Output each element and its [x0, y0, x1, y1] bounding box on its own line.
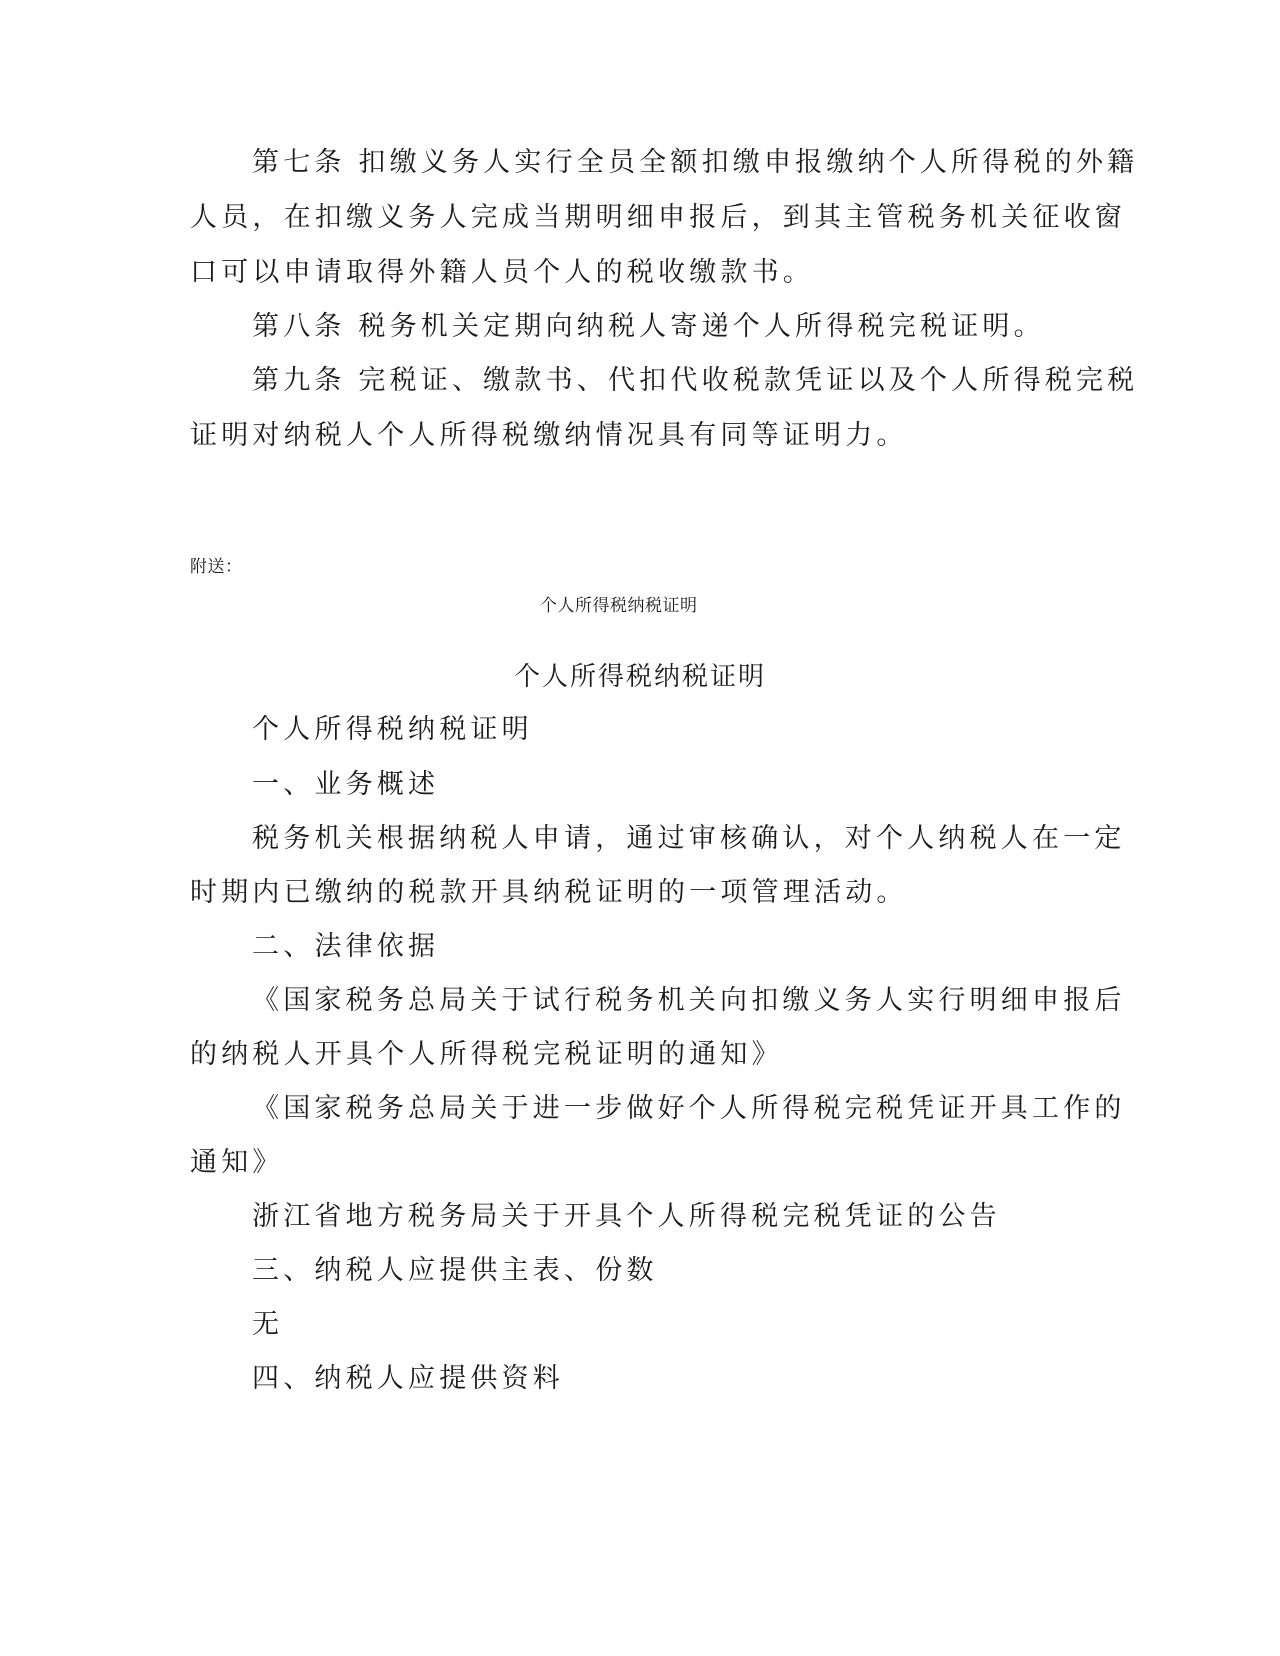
law-2-line-2: 通知》: [190, 1147, 284, 1178]
article-7-line-2: 人员，在扣缴义务人完成当期明细申报后，到其主管税务机关征收窗: [190, 202, 1126, 233]
attachment-small-title: 个人所得税纳税证明: [540, 596, 698, 616]
section-1-line-2: 时期内已缴纳的税款开具纳税证明的一项管理活动。: [190, 877, 908, 908]
body-heading: 个人所得税纳税证明: [252, 714, 533, 745]
article-9-line-1: 第九条 完税证、缴款书、代扣代收税款凭证以及个人所得税完税: [252, 365, 1139, 396]
section-2-title: 二、法律依据: [252, 931, 440, 962]
law-2-line-1: 《国家税务总局关于进一步做好个人所得税完税凭证开具工作的: [252, 1093, 1126, 1124]
section-1-line-1: 税务机关根据纳税人申请，通过审核确认，对个人纳税人在一定: [252, 823, 1126, 854]
law-1-line-2: 的纳税人开具个人所得税完税证明的通知》: [190, 1039, 783, 1070]
article-7-line-3: 口可以申请取得外籍人员个人的税收缴款书。: [190, 257, 814, 288]
law-3: 浙江省地方税务局关于开具个人所得税完税凭证的公告: [252, 1201, 1001, 1232]
section-1-title: 一、业务概述: [252, 769, 440, 800]
attachment-label: 附送：: [190, 557, 243, 577]
article-7-line-1: 第七条 扣缴义务人实行全员全额扣缴申报缴纳个人所得税的外籍: [252, 147, 1139, 178]
article-8-line-1: 第八条 税务机关定期向纳税人寄递个人所得税完税证明。: [252, 311, 1045, 342]
law-1-line-1: 《国家税务总局关于试行税务机关向扣缴义务人实行明细申报后: [252, 985, 1126, 1016]
section-3-value: 无: [252, 1309, 284, 1340]
section-3-title: 三、纳税人应提供主表、份数: [252, 1255, 658, 1286]
article-9-line-2: 证明对纳税人个人所得税缴纳情况具有同等证明力。: [190, 420, 908, 451]
attachment-main-title: 个人所得税纳税证明: [513, 662, 766, 692]
section-4-title: 四、纳税人应提供资料: [252, 1363, 564, 1394]
